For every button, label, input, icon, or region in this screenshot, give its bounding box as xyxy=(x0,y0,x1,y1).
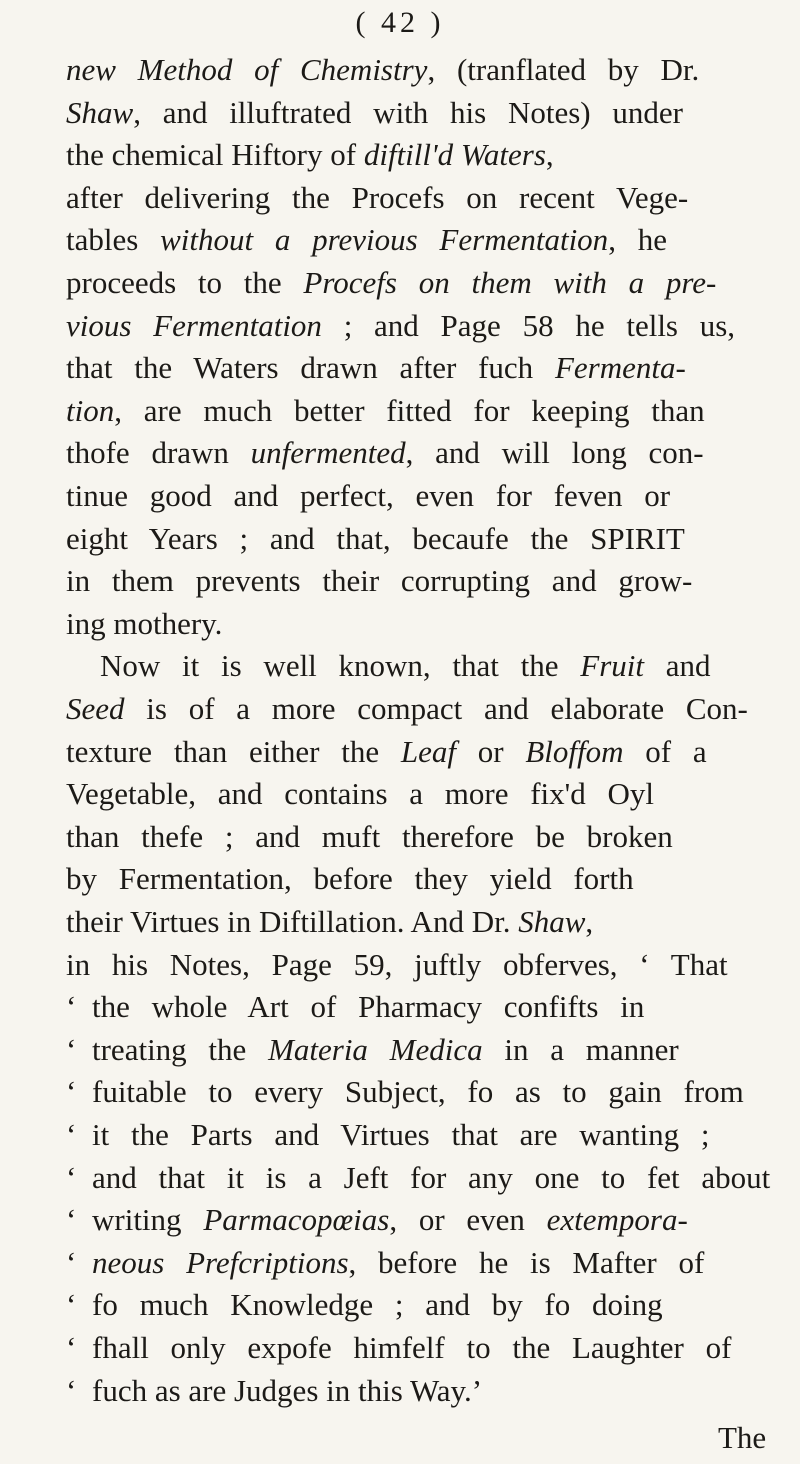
text-run: the whole Art of Pharmacy confifts in xyxy=(92,989,645,1025)
italic-text: Fermenta- xyxy=(554,350,686,386)
text-run: by Fermentation, before they yield forth xyxy=(66,861,634,897)
text-line xyxy=(66,1287,663,1323)
text-run: in his Notes, Page 59, juftly obferves, ‘ That xyxy=(66,946,728,982)
text-line xyxy=(66,1074,744,1110)
text-run: or xyxy=(456,733,526,769)
italic-text: diftill'd Waters xyxy=(363,137,546,173)
text-run: , are much better fitted for keeping than xyxy=(114,392,705,428)
text-run: it the Parts and Virtues that are wanting ; xyxy=(92,1117,710,1152)
text-line xyxy=(66,478,670,514)
text-run: Vegetable, and contains a more fix'd Oyl xyxy=(66,776,655,812)
text-run: , and will long con- xyxy=(405,435,704,471)
text-line xyxy=(66,776,654,812)
text-line xyxy=(66,563,692,599)
text-line xyxy=(66,819,673,855)
text-run: tinue good and perfect, even for feven or xyxy=(66,478,671,513)
italic-text: Materia Medica xyxy=(268,1031,483,1067)
text-run: Now it is well known, that the xyxy=(100,648,581,684)
text-run: is of a more compact and elaborate Con- xyxy=(124,691,748,726)
text-line xyxy=(66,350,686,386)
text-run: , xyxy=(545,137,554,173)
text-line xyxy=(66,1160,770,1196)
italic-text: unfermented xyxy=(250,435,406,471)
quote-mark: ‘ xyxy=(66,1031,77,1067)
text-run: writing xyxy=(92,1202,204,1238)
text-run: in a manner xyxy=(482,1031,679,1067)
text-line xyxy=(66,521,685,557)
quote-mark: ‘ xyxy=(66,1202,77,1238)
text-run: eight Years ; and that, becaufe the SPIRIT xyxy=(66,520,685,556)
text-run: , (tranflated by Dr. xyxy=(427,52,700,87)
italic-text: without a previous Fermentation xyxy=(160,222,609,258)
text-run: the chemical Hiftory of xyxy=(66,137,364,173)
text-line xyxy=(66,989,644,1025)
quote-mark: ‘ xyxy=(66,1372,77,1408)
text-line xyxy=(66,904,593,940)
italic-text: Shaw xyxy=(518,904,586,939)
text-run: , and illuftrated with his Notes) under xyxy=(133,94,683,130)
text-run: proceeds to the xyxy=(66,265,304,300)
italic-text: Parmacopœias xyxy=(203,1202,390,1238)
text-line xyxy=(66,180,688,216)
italic-text: Shaw xyxy=(66,94,134,130)
text-run: , or even xyxy=(389,1202,547,1238)
text-run: fo much Knowledge ; and by fo doing xyxy=(92,1287,663,1323)
quote-mark: ‘ xyxy=(66,1244,77,1280)
italic-text: Procefs on them with a pre- xyxy=(303,265,717,300)
text-line xyxy=(66,393,705,429)
italic-text: Bloffom xyxy=(525,733,624,769)
italic-text: neous Prefcriptions xyxy=(92,1244,349,1280)
text-line xyxy=(66,1032,679,1068)
text-line xyxy=(66,734,707,770)
text-line xyxy=(66,606,222,642)
italic-text: new Method of Chemistry xyxy=(66,52,428,87)
text-run: fuch as are Judges in this Way.’ xyxy=(92,1372,483,1408)
text-run: , xyxy=(585,904,594,939)
text-line xyxy=(66,947,728,983)
quote-mark: ‘ xyxy=(66,1074,77,1110)
italic-text: Seed xyxy=(66,691,125,726)
text-line xyxy=(66,265,716,301)
text-run: and xyxy=(644,648,711,684)
text-run: tables xyxy=(66,222,161,258)
page-number: ( 42 ) xyxy=(355,6,445,39)
text-line xyxy=(66,137,554,173)
text-line xyxy=(66,1330,731,1366)
italic-text: Leaf xyxy=(400,733,457,769)
text-line xyxy=(66,52,699,88)
text-line xyxy=(100,648,711,684)
italic-text: Fruit xyxy=(580,648,645,684)
text-line xyxy=(66,1245,704,1281)
text-run: than thefe ; and muft therefore be broken xyxy=(66,818,673,854)
text-run: thofe drawn xyxy=(66,435,251,471)
quote-mark: ‘ xyxy=(66,1159,77,1195)
text-line xyxy=(66,1373,482,1409)
catchword: The xyxy=(718,1420,767,1455)
text-run: and that it is a Jeft for any one to fet about xyxy=(92,1159,771,1195)
text-line xyxy=(66,1202,688,1238)
text-run: in them prevents their corrupting and grow- xyxy=(66,563,693,599)
text-run: after delivering the Procefs on recent Vege- xyxy=(66,179,689,215)
italic-text: vious Fermentation xyxy=(66,307,322,343)
quote-mark: ‘ xyxy=(66,1330,77,1365)
text-run: that the Waters drawn after fuch xyxy=(66,350,555,386)
text-line xyxy=(66,95,683,131)
text-line xyxy=(66,308,735,344)
text-line xyxy=(66,691,748,727)
quote-mark: ‘ xyxy=(66,1287,77,1323)
text-run: ; and Page 58 he tells us, xyxy=(321,307,736,343)
text-run: texture than either the xyxy=(66,733,401,769)
italic-text: tion xyxy=(66,392,115,428)
text-line xyxy=(66,222,667,258)
text-run: fhall only expofe himfelf to the Laughter of xyxy=(92,1330,732,1365)
text-run: , he xyxy=(608,222,667,258)
text-run: treating the xyxy=(92,1031,269,1067)
quote-mark: ‘ xyxy=(66,989,77,1025)
text-run: their Virtues in Diftillation. And Dr. xyxy=(66,904,519,939)
text-run: , before he is Mafter of xyxy=(348,1244,705,1280)
text-run: fuitable to every Subject, fo as to gain from xyxy=(92,1074,744,1110)
text-run: of a xyxy=(623,733,707,769)
text-line xyxy=(66,1117,710,1153)
text-line xyxy=(66,435,704,471)
text-line xyxy=(66,861,634,897)
text-run: ing mothery. xyxy=(66,605,223,641)
quote-mark: ‘ xyxy=(66,1117,77,1152)
italic-text: extempora- xyxy=(546,1202,688,1238)
